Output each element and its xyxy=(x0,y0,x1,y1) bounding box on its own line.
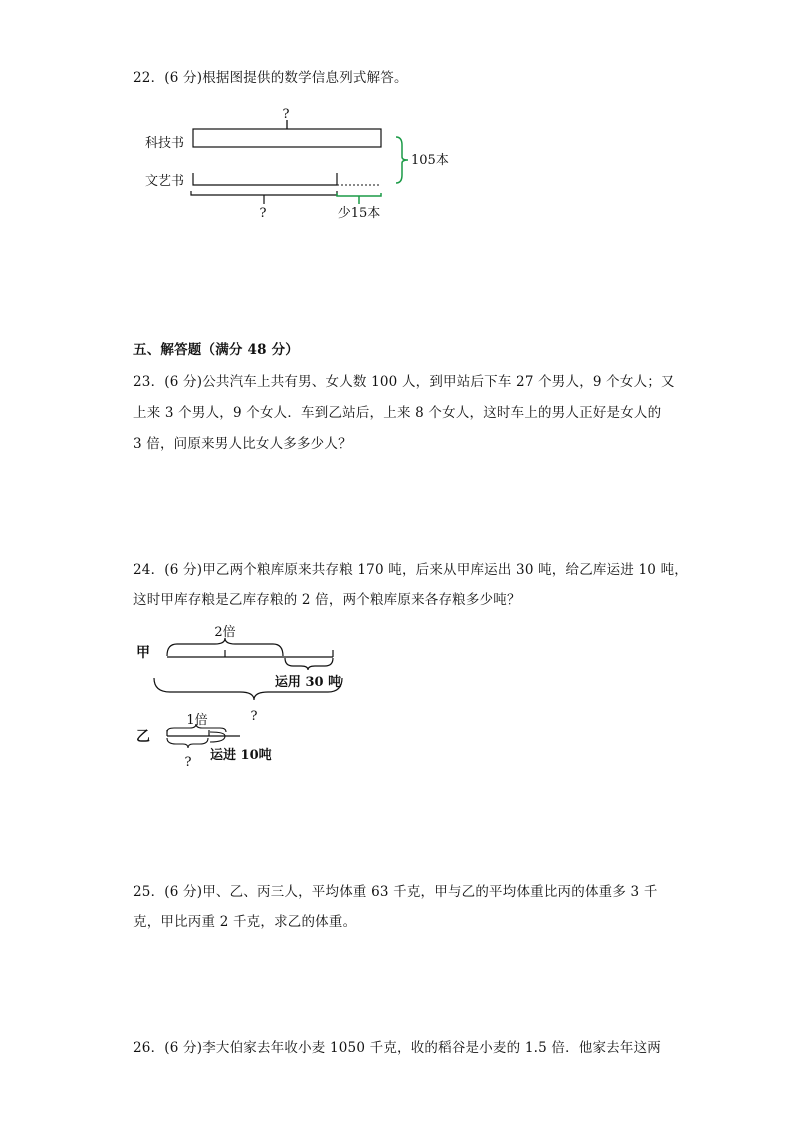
q24-out30: 运用 30 吨 xyxy=(274,675,342,690)
q22-q-top: ? xyxy=(282,107,290,122)
q24-times2: 2倍 xyxy=(214,625,236,640)
section5-title: 五、解答题（满分 48 分） xyxy=(133,342,299,358)
q24-line-1: 24．(6 分)甲乙两个粮库原来共存粮 170 吨，后来从甲库运出 30 吨，给乙库运进 10 吨， xyxy=(133,562,688,578)
q22-text: 22．(6 分)根据图提供的数学信息列式解答。 xyxy=(133,70,408,86)
q22-label-tech: 科技书 xyxy=(145,136,185,151)
q22-total: 105本 xyxy=(411,153,449,168)
q22-q-bottom: ? xyxy=(259,206,267,221)
q22-bottom-brace xyxy=(191,191,337,195)
q24-in10: 运进 10吨 xyxy=(210,748,272,763)
q24-q-total: ? xyxy=(250,709,258,724)
q22-less: 少15本 xyxy=(337,206,381,221)
q24-diagram xyxy=(130,620,390,770)
q22-tech-bar xyxy=(193,129,381,147)
q25-line-2: 克，甲比丙重 2 千克，求乙的体重。 xyxy=(133,914,357,930)
q24-label-yi: 乙 xyxy=(136,729,150,745)
q22-art-bar xyxy=(193,173,337,185)
q23-line-2: 上来 3 个男人，9 个女人．车到乙站后，上来 8 个女人，这时车上的男人正好是女人的 xyxy=(133,405,662,421)
q22-total-brace xyxy=(396,137,408,183)
q22-label-art: 文艺书 xyxy=(145,174,185,189)
q25-line-1: 25．(6 分)甲、乙、丙三人，平均体重 63 千克，甲与乙的平均体重比丙的体重多 3 千 xyxy=(133,884,658,900)
q22-less-brace xyxy=(337,193,381,196)
q23-line-1: 23．(6 分)公共汽车上共有男、女人数 100 人，到甲站后下车 27 个男人，9 个女人；又 xyxy=(133,374,675,390)
q26-line-1: 26．(6 分)李大伯家去年收小麦 1050 千克，收的稻谷是小麦的 1.5 倍．他家去年这两 xyxy=(133,1040,661,1056)
q24-line-2: 这时甲库存粮是乙库存粮的 2 倍，两个粮库原来各存粮多少吨？ xyxy=(133,592,521,608)
q23-line-3: 3 倍，问原来男人比女人多多少人？ xyxy=(133,436,352,452)
q24-label-jia: 甲 xyxy=(136,645,150,661)
q22-diagram xyxy=(140,100,460,230)
q24-times1: 1倍 xyxy=(186,713,208,728)
q24-q-yi: ? xyxy=(184,755,192,770)
